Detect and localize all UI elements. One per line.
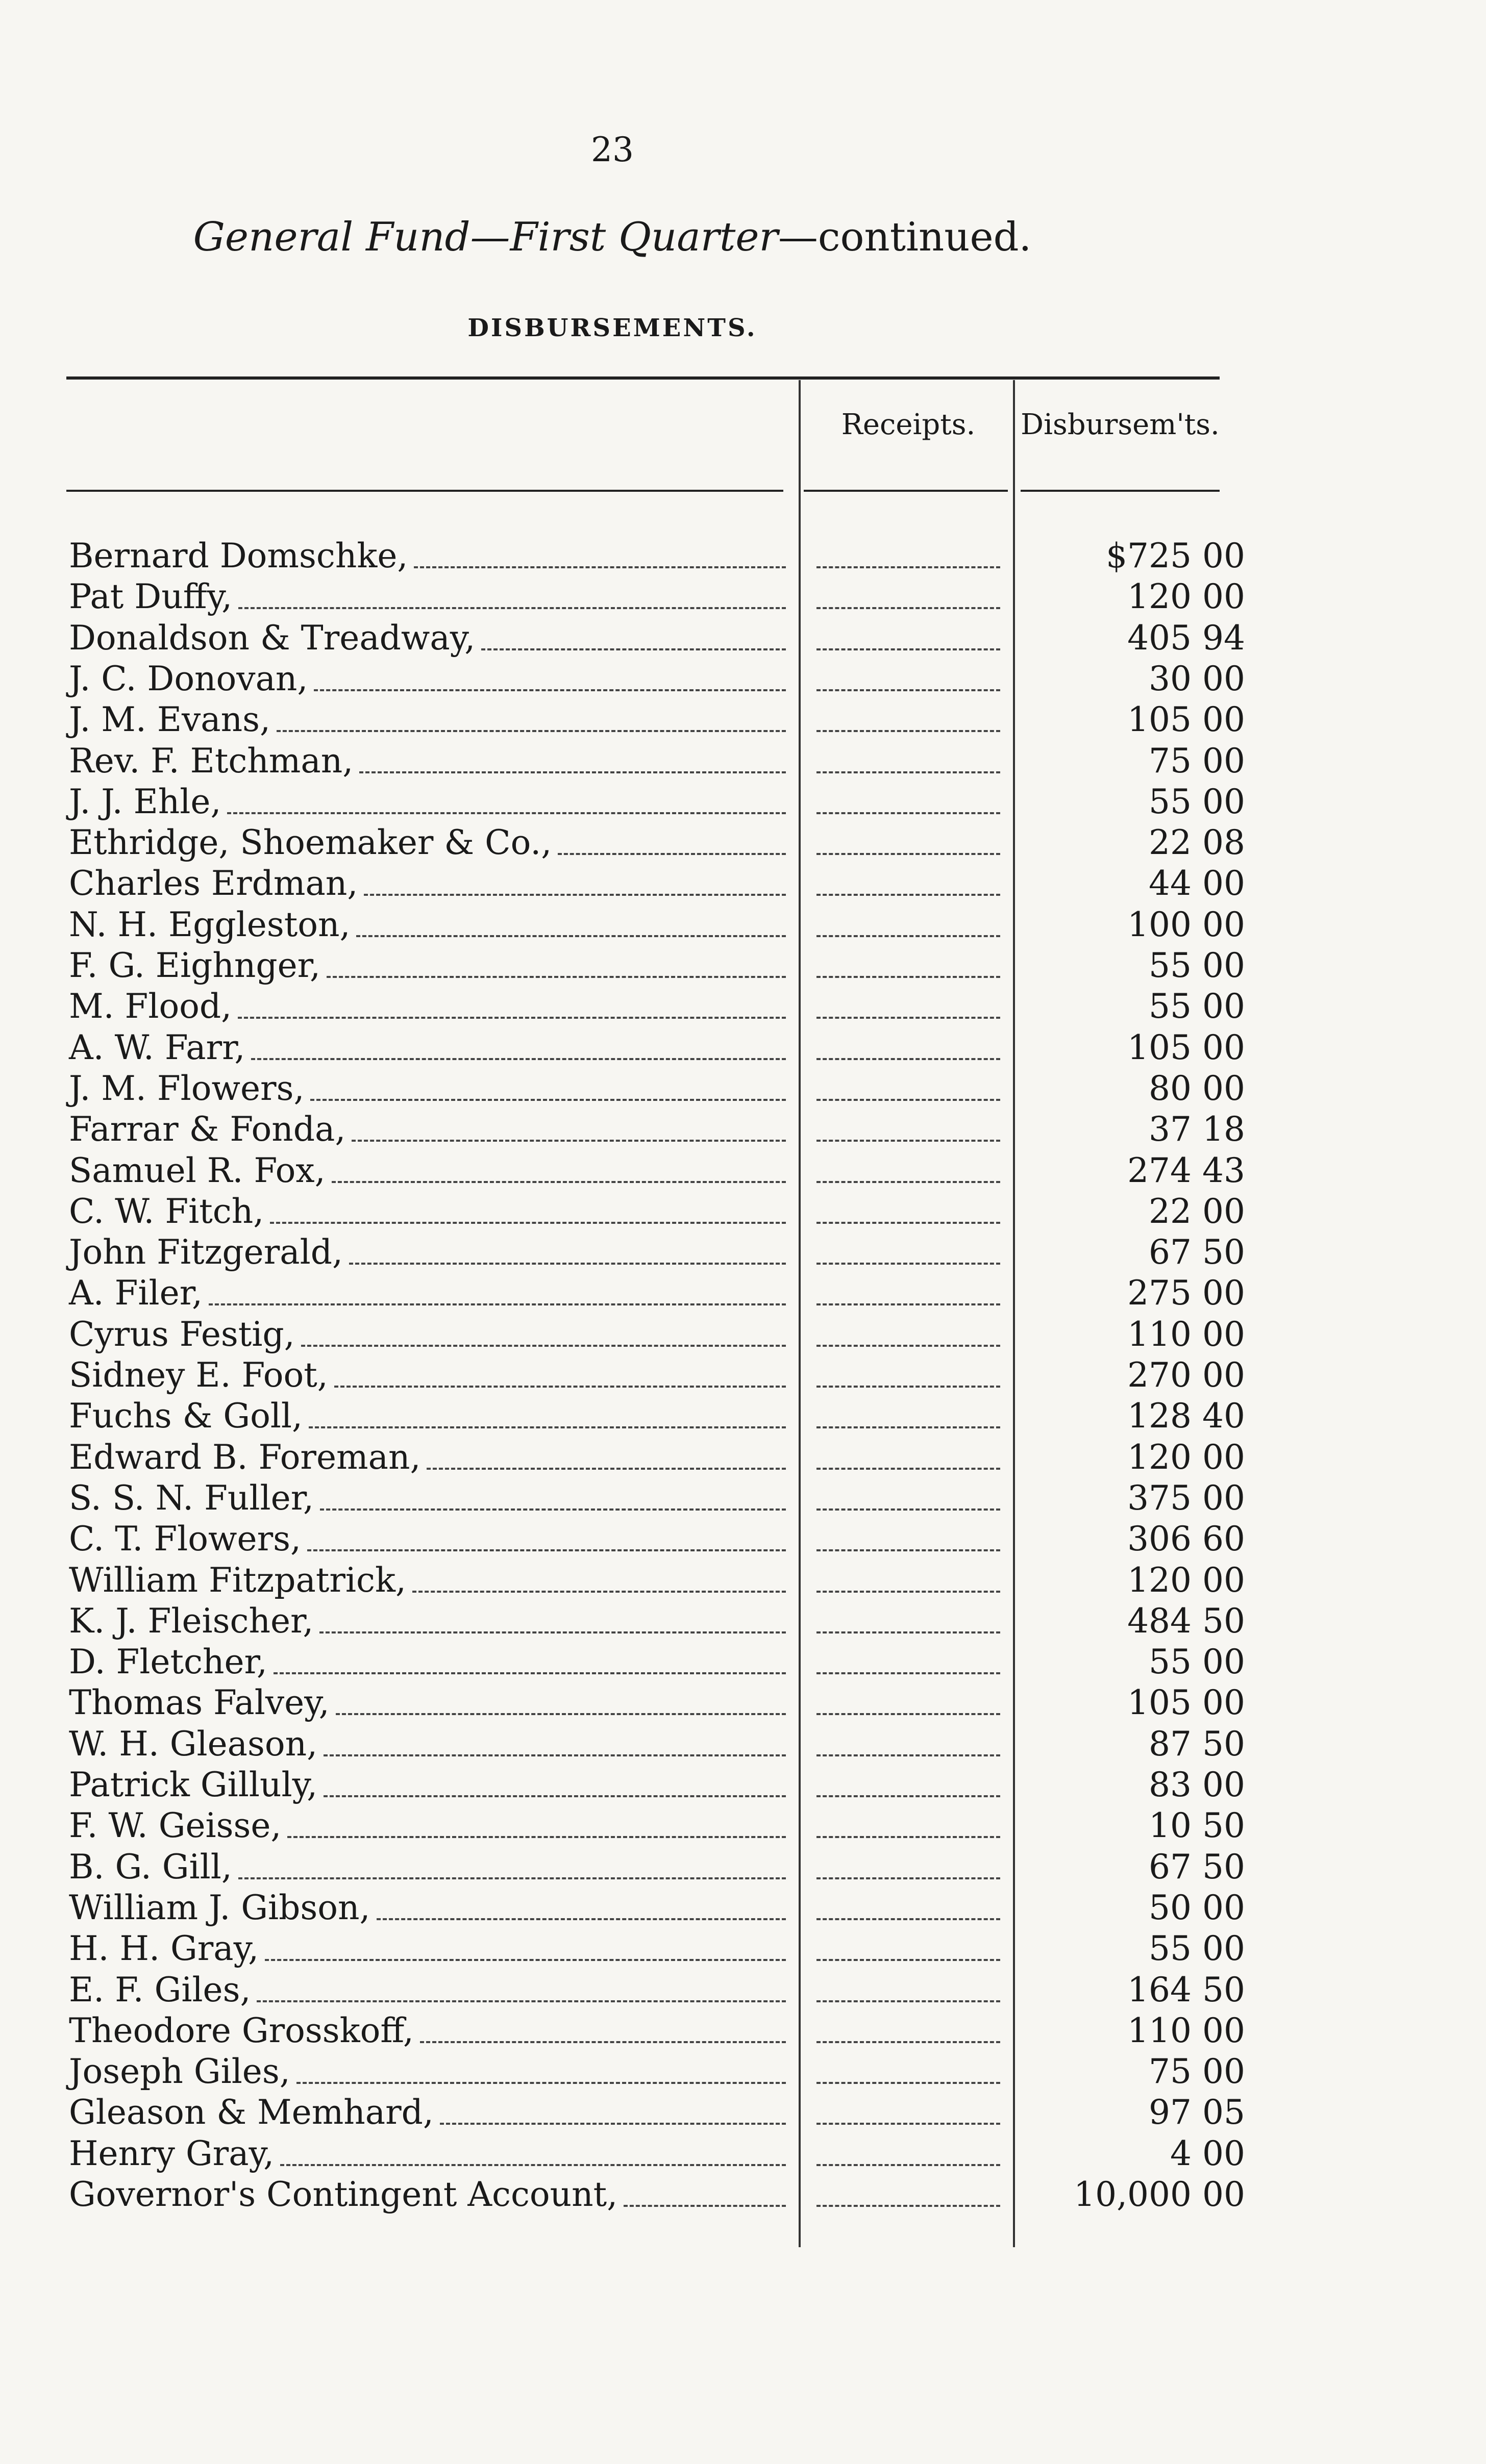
leader-dashes [324, 1795, 786, 1797]
leader-dashes [320, 1508, 786, 1511]
receipts-leader-dashes [816, 2000, 1000, 2002]
leader-dashes [420, 2041, 786, 2043]
leader-dashes [309, 1426, 786, 1428]
leader-dashes [209, 1303, 786, 1305]
disbursement-amount: 110 00 [1127, 1315, 1245, 1354]
disbursement-amount: 75 00 [1149, 741, 1245, 781]
payee-name: D. Fletcher, [69, 1642, 267, 1681]
disbursement-amount: 50 00 [1149, 1888, 1245, 1927]
payee-name: Gleason & Memhard, [69, 2093, 434, 2132]
disbursement-amount: 44 00 [1149, 864, 1245, 903]
table-row [0, 1396, 1486, 1437]
payee-name: Samuel R. Fox, [69, 1151, 326, 1190]
table-row [0, 1355, 1486, 1396]
receipts-leader-dashes [816, 689, 1000, 691]
payee-name: Ethridge, Shoemaker & Co., [69, 823, 552, 862]
receipts-leader-dashes [816, 1468, 1000, 1470]
payee-name: William J. Gibson, [69, 1888, 370, 1927]
table-row [0, 2051, 1486, 2092]
table-row [0, 659, 1486, 699]
leader-dashes [414, 566, 786, 568]
column-header-disbursements: Disbursem'ts. [1021, 408, 1220, 441]
payee-name: M. Flood, [69, 987, 232, 1026]
disbursement-amount: 83 00 [1149, 1765, 1245, 1804]
disbursement-amount: 55 00 [1149, 782, 1245, 821]
receipts-leader-dashes [816, 812, 1000, 814]
receipts-leader-dashes [816, 1345, 1000, 1347]
receipts-leader-dashes [816, 1508, 1000, 1511]
receipts-leader-dashes [816, 894, 1000, 896]
table-row [0, 904, 1486, 945]
receipts-leader-dashes [816, 1631, 1000, 1633]
leader-dashes [251, 1058, 786, 1060]
table-row [0, 2174, 1486, 2215]
leader-dashes [324, 1754, 786, 1756]
leader-dashes [558, 853, 786, 855]
receipts-leader-dashes [816, 771, 1000, 773]
table-row [0, 2092, 1486, 2133]
table-row [0, 699, 1486, 740]
receipts-leader-dashes [816, 935, 1000, 937]
disbursement-amount: 87 50 [1149, 1724, 1245, 1764]
title-continued: continued. [818, 214, 1032, 260]
payee-name: J. M. Flowers, [69, 1069, 305, 1108]
table-row [0, 1642, 1486, 1682]
leader-dashes [359, 771, 786, 773]
disbursement-amount: 405 94 [1127, 618, 1245, 658]
payee-name: Farrar & Fonda, [69, 1110, 346, 1149]
disbursement-amount: 80 00 [1149, 1069, 1245, 1108]
disbursement-amount: 22 00 [1149, 1192, 1245, 1231]
table-row [0, 1478, 1486, 1519]
receipts-leader-dashes [816, 1058, 1000, 1060]
disbursement-amount: 55 00 [1149, 1929, 1245, 1968]
receipts-leader-dashes [816, 1672, 1000, 1674]
disbursement-amount: 120 00 [1127, 1561, 1245, 1600]
payee-name: Governor's Contingent Account, [69, 2175, 618, 2214]
leader-dashes [356, 935, 786, 937]
leader-dashes [277, 730, 786, 732]
payee-name: J. J. Ehle, [69, 782, 221, 821]
section-heading: DISBURSEMENTS. [467, 314, 757, 342]
table-row [0, 1150, 1486, 1191]
payee-name: Fuchs & Goll, [69, 1396, 303, 1436]
disbursement-amount: $725 00 [1106, 536, 1245, 575]
payee-name: C. T. Flowers, [69, 1519, 301, 1558]
disbursement-amount: 100 00 [1127, 905, 1245, 944]
leader-dashes [314, 689, 786, 691]
disbursement-amount: 75 00 [1149, 2052, 1245, 2091]
disbursement-amount: 275 00 [1127, 1273, 1245, 1313]
leader-dashes [310, 1099, 786, 1101]
disbursement-amount: 120 00 [1127, 1438, 1245, 1477]
leader-dashes [307, 1549, 786, 1551]
receipts-leader-dashes [816, 1918, 1000, 1920]
header-bottom-rule-1 [66, 490, 783, 492]
receipts-leader-dashes [816, 1754, 1000, 1756]
leader-dashes [364, 894, 786, 896]
table-row [0, 741, 1486, 782]
leader-dashes [270, 1222, 786, 1224]
table-row [0, 1109, 1486, 1150]
disbursement-amount: 375 00 [1127, 1478, 1245, 1518]
leader-dashes [336, 1713, 786, 1715]
payee-name: J. C. Donovan, [69, 659, 308, 698]
table-row [0, 1601, 1486, 1642]
receipts-leader-dashes [816, 1836, 1000, 1838]
leader-dashes [238, 1017, 786, 1019]
leader-dashes [377, 1918, 786, 1920]
table-row [0, 1232, 1486, 1273]
table-row [0, 986, 1486, 1027]
disbursement-amount: 37 18 [1149, 1110, 1245, 1149]
payee-name: Henry Gray, [69, 2134, 275, 2173]
leader-dashes [349, 1263, 786, 1265]
disbursement-amount: 55 00 [1149, 946, 1245, 985]
leader-dashes [265, 1959, 786, 1961]
receipts-leader-dashes [816, 730, 1000, 732]
title-separator-1: — [470, 214, 510, 260]
disbursement-amount: 10 50 [1149, 1806, 1245, 1845]
disbursement-amount: 55 00 [1149, 987, 1245, 1026]
disbursement-amount: 164 50 [1127, 1970, 1245, 2009]
payee-name: Theodore Grosskoff, [69, 2011, 414, 2050]
disbursement-amount: 22 08 [1149, 823, 1245, 862]
receipts-leader-dashes [816, 1959, 1000, 1961]
disbursement-amount: 128 40 [1127, 1396, 1245, 1436]
payee-name: Sidney E. Foot, [69, 1355, 328, 1395]
disbursement-amount: 97 05 [1149, 2093, 1245, 2132]
leader-dashes [287, 1836, 786, 1838]
table-row [0, 1682, 1486, 1723]
receipts-leader-dashes [816, 2041, 1000, 2043]
payee-name: F. W. Geisse, [69, 1806, 282, 1845]
disbursement-amount: 55 00 [1149, 1642, 1245, 1681]
table-row [0, 1724, 1486, 1765]
payee-name: F. G. Eighnger, [69, 946, 320, 985]
title-fund: General Fund [193, 214, 470, 260]
receipts-leader-dashes [816, 1591, 1000, 1593]
receipts-leader-dashes [816, 1795, 1000, 1797]
leader-dashes [301, 1345, 786, 1347]
disbursement-amount: 274 43 [1127, 1151, 1245, 1190]
receipts-leader-dashes [816, 1303, 1000, 1305]
receipts-leader-dashes [816, 566, 1000, 568]
title-separator-2: — [778, 214, 818, 260]
receipts-leader-dashes [816, 1713, 1000, 1715]
disbursement-amount: 270 00 [1127, 1355, 1245, 1395]
disbursement-amount: 306 60 [1127, 1519, 1245, 1558]
page-title [0, 214, 1225, 260]
leader-dashes [412, 1591, 786, 1593]
table-row [0, 1519, 1486, 1560]
leader-dashes [352, 1140, 786, 1142]
receipts-leader-dashes [816, 853, 1000, 855]
disbursement-amount: 105 00 [1127, 700, 1245, 739]
table-row [0, 1765, 1486, 1805]
leader-dashes [327, 976, 786, 978]
receipts-leader-dashes [816, 1386, 1000, 1388]
payee-name: Patrick Gilluly, [69, 1765, 318, 1804]
table-row [0, 1560, 1486, 1601]
leader-dashes [332, 1181, 786, 1183]
payee-name: William Fitzpatrick, [69, 1561, 406, 1600]
leader-dashes [280, 2164, 786, 2166]
disbursement-amount: 110 00 [1127, 2011, 1245, 2050]
payee-name: Rev. F. Etchman, [69, 741, 354, 781]
page-number: 23 [591, 130, 634, 169]
payee-name: C. W. Fitch, [69, 1192, 264, 1231]
receipts-leader-dashes [816, 1222, 1000, 1224]
table-row [0, 1273, 1486, 1314]
table-row [0, 1970, 1486, 2010]
disbursement-amount: 30 00 [1149, 659, 1245, 698]
table-row [0, 576, 1486, 617]
payee-name: B. G. Gill, [69, 1847, 232, 1887]
payee-name: Edward B. Foreman, [69, 1438, 421, 1477]
disbursement-amount: 105 00 [1127, 1028, 1245, 1067]
table-row [0, 1068, 1486, 1109]
column-header-receipts: Receipts. [841, 408, 976, 441]
table-row [0, 618, 1486, 659]
table-row [0, 2133, 1486, 2174]
payee-name: John Fitzgerald, [69, 1233, 343, 1272]
table-row [0, 1437, 1486, 1478]
leader-dashes [427, 1468, 786, 1470]
receipts-leader-dashes [816, 1877, 1000, 1879]
receipts-leader-dashes [816, 648, 1000, 650]
payee-name: Donaldson & Treadway, [69, 618, 476, 658]
payee-name: Thomas Falvey, [69, 1683, 330, 1722]
receipts-leader-dashes [816, 1263, 1000, 1265]
leader-dashes [274, 1672, 786, 1674]
receipts-leader-dashes [816, 1426, 1000, 1428]
leader-dashes [334, 1386, 786, 1388]
leader-dashes [227, 812, 786, 814]
leader-dashes [481, 648, 786, 650]
table-row [0, 782, 1486, 822]
table-row [0, 1805, 1486, 1846]
table-row [0, 536, 1486, 576]
payee-name: S. S. N. Fuller, [69, 1478, 314, 1518]
title-quarter: First Quarter [510, 214, 778, 260]
payee-name: Joseph Giles, [69, 2052, 290, 2091]
header-bottom-rule-2 [804, 490, 1008, 492]
table-top-rule [66, 376, 1220, 380]
header-bottom-rule-3 [1021, 490, 1220, 492]
disbursement-amount: 67 50 [1149, 1847, 1245, 1887]
receipts-leader-dashes [816, 607, 1000, 609]
payee-name: H. H. Gray, [69, 1929, 259, 1968]
payee-name: A. Filer, [69, 1273, 203, 1313]
receipts-leader-dashes [816, 2164, 1000, 2166]
receipts-leader-dashes [816, 2205, 1000, 2207]
receipts-leader-dashes [816, 1181, 1000, 1183]
leader-dashes [238, 1877, 786, 1879]
disbursement-amount: 10,000 00 [1074, 2175, 1245, 2214]
table-row [0, 2010, 1486, 2051]
table-row [0, 1027, 1486, 1068]
receipts-leader-dashes [816, 1140, 1000, 1142]
leader-dashes [624, 2205, 786, 2207]
table-row [0, 1847, 1486, 1888]
leader-dashes [319, 1631, 786, 1633]
payee-name: J. M. Evans, [69, 700, 271, 739]
disbursement-amount: 120 00 [1127, 577, 1245, 616]
payee-name: Cyrus Festig, [69, 1315, 295, 1354]
disbursement-amount: 484 50 [1127, 1601, 1245, 1641]
payee-name: K. J. Fleischer, [69, 1601, 314, 1641]
disbursement-amount: 105 00 [1127, 1683, 1245, 1722]
table-row [0, 945, 1486, 986]
table-row [0, 1928, 1486, 1969]
payee-name: Bernard Domschke, [69, 536, 408, 575]
disbursement-amount: 67 50 [1149, 1233, 1245, 1272]
leader-dashes [257, 2000, 786, 2002]
table-row [0, 1314, 1486, 1355]
table-row [0, 1888, 1486, 1928]
payee-name: Charles Erdman, [69, 864, 358, 903]
payee-name: Pat Duffy, [69, 577, 233, 616]
payee-name: N. H. Eggleston, [69, 905, 351, 944]
leader-dashes [440, 2123, 786, 2125]
payee-name: A. W. Farr, [69, 1028, 245, 1067]
leader-dashes [296, 2082, 786, 2084]
receipts-leader-dashes [816, 2123, 1000, 2125]
table-row [0, 863, 1486, 904]
receipts-leader-dashes [816, 2082, 1000, 2084]
table-row [0, 822, 1486, 863]
disbursement-amount: 4 00 [1170, 2134, 1245, 2173]
payee-name: E. F. Giles, [69, 1970, 251, 2009]
payee-name: W. H. Gleason, [69, 1724, 318, 1764]
leader-dashes [238, 607, 786, 609]
table-row [0, 1191, 1486, 1232]
receipts-leader-dashes [816, 976, 1000, 978]
receipts-leader-dashes [816, 1549, 1000, 1551]
receipts-leader-dashes [816, 1017, 1000, 1019]
receipts-leader-dashes [816, 1099, 1000, 1101]
